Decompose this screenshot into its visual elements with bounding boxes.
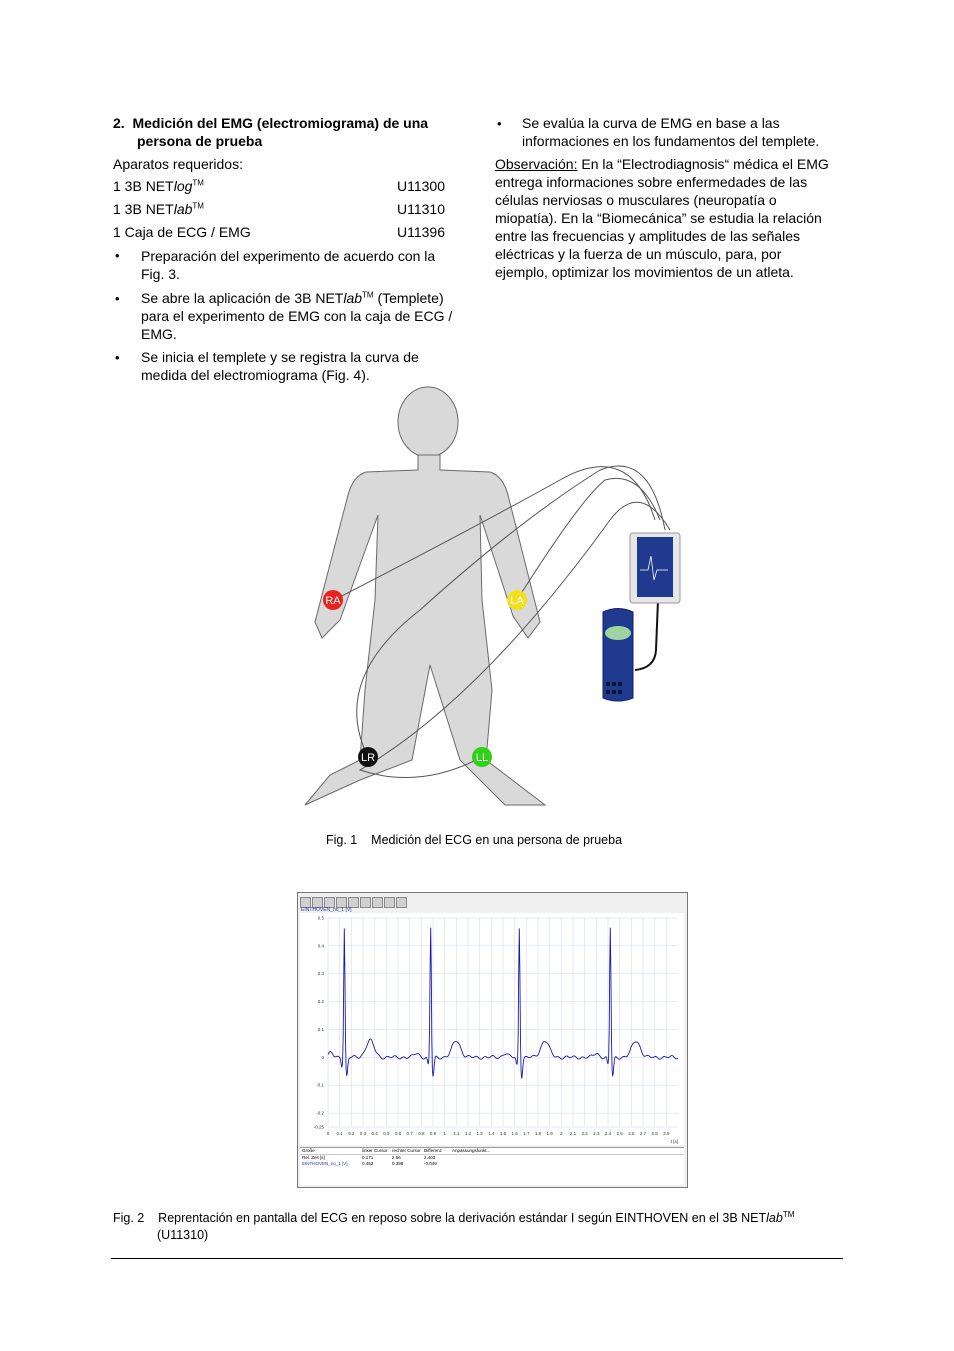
bullet: • xyxy=(497,116,502,131)
x-tick-label: 1.8 xyxy=(534,1131,542,1136)
table-cell: 0.452 xyxy=(362,1161,374,1166)
x-tick-label: 2.9 xyxy=(663,1131,670,1136)
step-4: Se evalúa la curva de EMG en base a las xyxy=(522,115,780,131)
table-row[interactable] xyxy=(300,1161,684,1167)
figure-2-caption-line2: (U11310) xyxy=(157,1228,209,1242)
figure-2-caption: Fig. 2 Reprentación en pantalla del ECG en reposo sobre la derivación estándar I según EINTHOVEN en el 3B NETlab™ xyxy=(113,1209,795,1225)
equipment-heading: Aparatos requeridos: xyxy=(113,156,243,172)
figure-2-screenshot xyxy=(297,892,688,1188)
equipment-item: 1 Caja de ECG / EMG xyxy=(113,224,251,240)
observation-line: entrega informaciones sobre enfermedades de las xyxy=(495,174,808,190)
x-tick-label: 1 xyxy=(443,1131,446,1136)
y-tick-label: 0.4 xyxy=(317,943,324,949)
x-tick-label: 2.8 xyxy=(651,1131,658,1136)
step-2-line2: para el experimento de EMG con la caja de ECG / xyxy=(141,308,453,324)
electrode-ra xyxy=(323,590,343,610)
equipment-code: U11310 xyxy=(397,201,446,217)
y-tick-label: 0.1 xyxy=(317,1026,324,1032)
y-tick-label: 0 xyxy=(321,1054,324,1060)
table-header-cell: Differenz xyxy=(424,1148,442,1153)
step-4-line2: informaciones en los fundamentos del templete. xyxy=(522,133,820,149)
observation-line: eléctricas y la fuerza de un músculo, para, por xyxy=(495,246,782,262)
table-header-cell: rechter Cursor xyxy=(392,1148,421,1153)
x-tick-label: 2.1 xyxy=(569,1131,577,1136)
x-tick-label: 2.2 xyxy=(581,1131,588,1136)
table-header xyxy=(300,1148,684,1155)
y-tick-label: -0.1 xyxy=(316,1082,324,1088)
figure-1-illustration xyxy=(300,385,700,810)
bullet: • xyxy=(115,291,120,306)
electrode-ra-label: RA xyxy=(325,595,341,607)
section-heading-line2: persona de prueba xyxy=(137,133,263,149)
y-tick-label: -0.2 xyxy=(316,1110,324,1116)
step-3-line2: medida del electromiograma (Fig. 4). xyxy=(141,367,370,383)
x-tick-label: 0.3 xyxy=(359,1131,367,1136)
electrode-la xyxy=(507,590,527,610)
equipment-item: 1 3B NETlog™ xyxy=(113,178,204,194)
toolbar-icon[interactable] xyxy=(396,897,407,908)
footer-rule xyxy=(111,1258,843,1259)
table-cell: 2.403 xyxy=(424,1155,436,1160)
bullet: • xyxy=(115,350,120,365)
observation: Observación: En la “Electrodiagnosis“ médica el EMG xyxy=(495,156,829,172)
x-tick-label: 2 xyxy=(560,1131,563,1136)
x-tick-label: 0.4 xyxy=(371,1131,378,1136)
table-cell: EINTHOVEN_no_1 [V] xyxy=(302,1161,348,1166)
equipment-code: U11300 xyxy=(397,178,446,194)
electrode-ll xyxy=(472,747,492,767)
observation-line: ejemplo, optimizar los movimientos de un atleta. xyxy=(495,264,794,280)
step-1-line2: Fig. 3. xyxy=(141,266,180,282)
x-tick-label: 0.8 xyxy=(418,1131,425,1136)
x-tick-label: 1.1 xyxy=(453,1131,460,1136)
toolbar-icon[interactable] xyxy=(372,897,383,908)
toolbar-icon[interactable] xyxy=(360,897,371,908)
y-tick-label: -0.25 xyxy=(313,1124,324,1130)
table-cell: 2.66 xyxy=(392,1155,401,1160)
electrode-lr-label: LR xyxy=(360,752,376,764)
table-cell: 0.398 xyxy=(392,1161,404,1166)
step-3: Se inicia el templete y se registra la curva de xyxy=(141,349,419,365)
x-tick-label: 0 xyxy=(326,1131,330,1136)
table-header-cell: Größe xyxy=(302,1148,315,1153)
electrode-ll-label: LL xyxy=(475,752,489,764)
x-tick-label: 0.7 xyxy=(406,1131,413,1136)
electrode-lr xyxy=(358,747,378,767)
x-tick-label: 2.6 xyxy=(628,1131,635,1136)
x-tick-label: 1.5 xyxy=(499,1131,507,1136)
x-tick-label: 0.5 xyxy=(383,1131,390,1136)
table-header-cell: Anpassungsfunkt... xyxy=(452,1148,491,1153)
x-unit-label: t [s] xyxy=(670,1139,678,1144)
section-heading: 2. Medición del EMG (electromiograma) de una xyxy=(113,115,429,131)
y-tick-label: 0.2 xyxy=(317,999,324,1005)
table-cell: 0.171 xyxy=(362,1155,374,1160)
y-tick-label: 0.5 xyxy=(317,915,324,921)
channel-label: EINTHOVEN_no_1 [V] xyxy=(301,907,352,913)
toolbar xyxy=(300,895,420,906)
electrode-la-label: LA xyxy=(510,595,524,607)
x-tick-label: 1.4 xyxy=(488,1131,495,1136)
netlog-device xyxy=(603,609,633,702)
step-2: Se abre la aplicación de 3B NETlab™ (Templete) xyxy=(141,290,444,306)
x-tick-label: 2.7 xyxy=(639,1131,647,1136)
observation-line: entre las frecuencias y amplitudes de las señales xyxy=(495,228,801,244)
table-header-cell: linker Cursor xyxy=(362,1148,388,1153)
x-tick-label: 1.2 xyxy=(464,1131,472,1136)
table-cell: -0.049 xyxy=(424,1161,437,1166)
x-tick-label: 0.9 xyxy=(429,1131,437,1136)
x-tick-label: 0.2 xyxy=(348,1131,355,1136)
step-2-line3: EMG. xyxy=(141,326,177,342)
observation-label: Observación: xyxy=(495,156,578,172)
ecg-plot xyxy=(300,913,684,1145)
bullet: • xyxy=(115,248,120,263)
equipment-code: U11396 xyxy=(397,224,446,240)
step-1: Preparación del experimento de acuerdo con la xyxy=(141,248,436,264)
x-tick-label: 0.1 xyxy=(336,1131,343,1136)
x-tick-label: 1.3 xyxy=(476,1131,483,1136)
x-tick-label: 2.4 xyxy=(604,1131,612,1136)
x-tick-label: 2.5 xyxy=(616,1131,623,1136)
x-tick-label: 2.3 xyxy=(593,1131,600,1136)
x-tick-label: 1.6 xyxy=(511,1131,518,1136)
results-table xyxy=(300,1147,684,1185)
observation-line: miopatía). En la “Biomecánica” se estudia la relación xyxy=(495,210,822,226)
toolbar-icon[interactable] xyxy=(384,897,395,908)
ecg-emg-box xyxy=(630,533,680,603)
table-cell: Rel. Zeit [s] xyxy=(302,1155,325,1160)
x-tick-label: 1.7 xyxy=(523,1131,530,1136)
figure-1-caption: Fig. 1 Medición del ECG en una persona de prueba xyxy=(326,833,623,847)
x-tick-label: 1.9 xyxy=(546,1131,553,1136)
equipment-item: 1 3B NETlab™ xyxy=(113,201,204,217)
x-tick-label: 0.6 xyxy=(394,1131,402,1136)
y-tick-label: 0.3 xyxy=(317,971,324,977)
observation-line: células nerviosas o musculares (neuropatía o xyxy=(495,192,777,208)
